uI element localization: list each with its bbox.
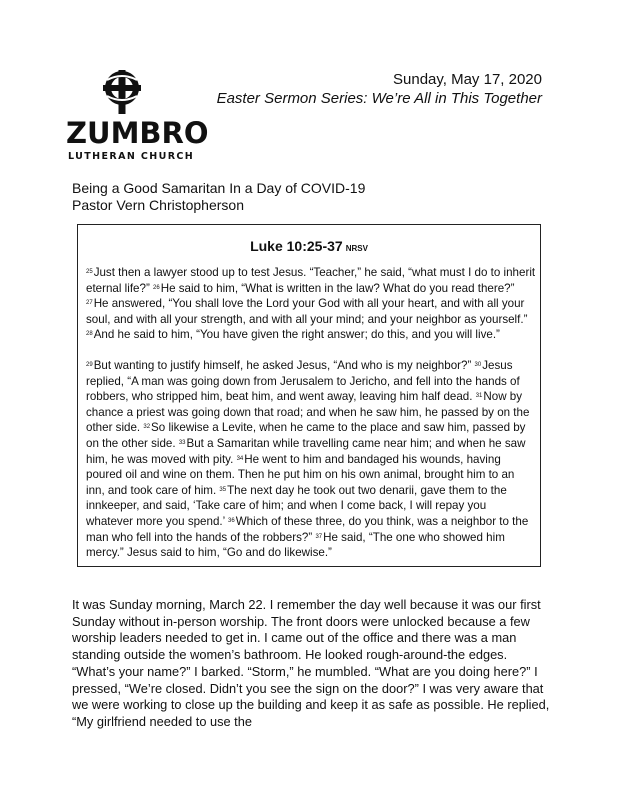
verse-text: But a Samaritan while travelling came near him; and when he saw him, he was moved with pity. xyxy=(86,436,526,466)
verse-number: 29 xyxy=(86,362,93,368)
verse-text: He answered, “You shall love the Lord your God with all your heart, and with all your soul, and with all your strength, and with all your mind; and your neighbor as yourself.” xyxy=(86,297,528,326)
verse-text: He went to him and bandaged his wounds, having poured oil and wine on them. Then he put him on his own animal, brought him to an inn, and took care of him. xyxy=(86,452,515,497)
cross-globe-icon xyxy=(99,68,145,116)
verse-text: He said to him, “What is written in the law? What do you read there?” xyxy=(160,281,515,295)
verse-number: 26 xyxy=(153,284,160,291)
church-logo xyxy=(66,68,209,168)
verse-text: But wanting to justify himself, he asked Jesus, “And who is my neighbor?” xyxy=(93,359,475,372)
verse-text: He said, “The one who showed him mercy.” Jesus said to him, “Go and do likewise.” xyxy=(86,530,505,560)
scripture-paragraph-1 xyxy=(86,265,536,343)
verse-number: 34 xyxy=(236,455,244,462)
sermon-series: Easter Sermon Series: We’re All in This Together xyxy=(216,90,542,107)
verse-text: Which of these three, do you think, was a neighbor to the man who fell into the hands of the robbers?” xyxy=(86,514,529,544)
logo-wordmark: ZUMBRO xyxy=(66,116,209,150)
scripture-reference: Luke 10:25-37 xyxy=(250,238,343,254)
sermon-date: Sunday, May 17, 2020 xyxy=(393,71,542,88)
scripture-paragraph-2 xyxy=(86,358,536,561)
scripture-heading xyxy=(78,238,540,254)
verse-text: Just then a lawyer stood up to test Jesus. “Teacher,” he said, “what must I do to inherit eternal life?” xyxy=(86,266,536,295)
verse-text: Now by chance a priest was going down that road; and when he saw him, he passed by on the other side. xyxy=(86,390,530,435)
verse-number: 36 xyxy=(228,517,235,524)
verse-number: 33 xyxy=(178,439,186,446)
verse-number: 27 xyxy=(86,300,93,307)
scripture-version: NRSV xyxy=(345,244,368,253)
sermon-title: Being a Good Samaritan In a Day of COVID-19 xyxy=(72,180,366,196)
verse-number: 30 xyxy=(474,362,482,368)
verse-number: 37 xyxy=(315,533,323,540)
scripture-box xyxy=(77,224,541,567)
verse-text: The next day he took out two denarii, gave them to the innkeeper, and said, ‘Take care of him; and when I come back, I will repay you whatever more you spend.’ xyxy=(86,483,507,528)
verse-text: Jesus replied, “A man was going down from Jerusalem to Jericho, and fell into the hands of robbers, who stripped him, beat him, and went away, leaving him half dead. xyxy=(86,359,520,404)
verse-text: And he said to him, “You have given the right answer; do this, and you will live.” xyxy=(93,328,500,342)
verse-number: 31 xyxy=(475,393,483,400)
pastor-name: Pastor Vern Christopherson xyxy=(72,197,244,213)
logo-subtitle: LUTHERAN CHURCH xyxy=(68,151,195,162)
sermon-body: It was Sunday morning, March 22. I remember the day well because it was our first Sunday without in-person worship. The front doors were unlocked because a few worship leaders needed to get in. I came out of the office and there was a man standing outside the women’s bathroom. He looked rough-around-the edges. “What’s your name?” I barked. “Storm,” he mumbled. “What are you doing here?” I pressed, “We’re closed. Didn’t you see the sign on the door?” I was very aware that we were working to close up the building and keep it as safe as possible. He replied, “My girlfriend needed to use the xyxy=(72,597,550,729)
verse-text: So likewise a Levite, when he came to the place and saw him, passed by on the other side. xyxy=(86,421,526,450)
verse-number: 32 xyxy=(143,424,151,431)
verse-number: 35 xyxy=(219,486,227,493)
verse-number: 28 xyxy=(86,331,93,338)
verse-number: 25 xyxy=(86,269,93,275)
